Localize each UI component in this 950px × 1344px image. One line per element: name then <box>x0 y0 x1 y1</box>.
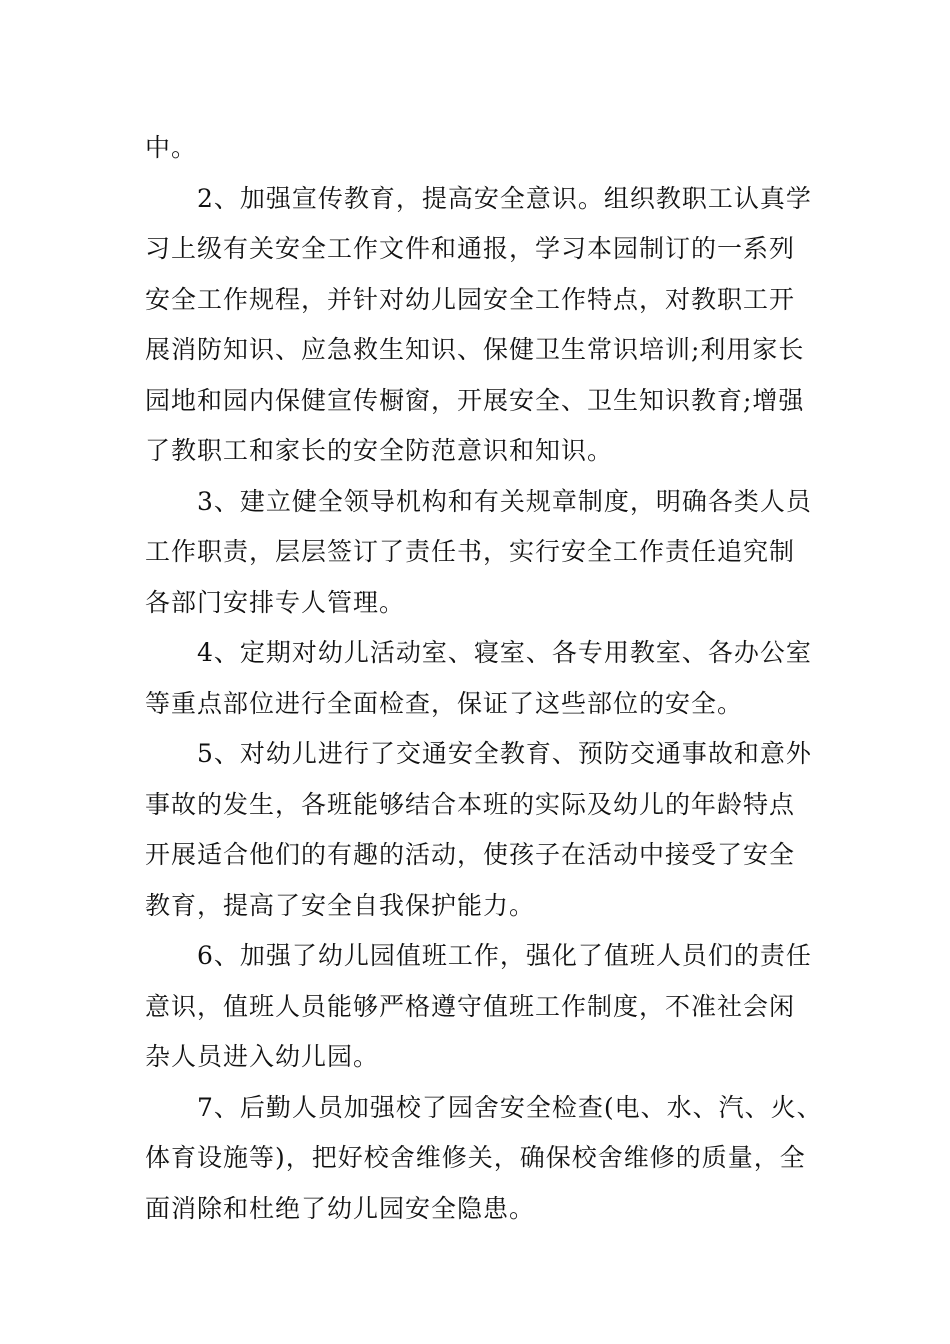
text-line: 开展适合他们的有趣的活动，使孩子在活动中接受了安全 <box>145 840 796 869</box>
text-line: 安全工作规程，并针对幼儿园安全工作特点，对教职工开 <box>145 284 796 314</box>
paragraph-6-start: 6、加强了幼儿园值班工作，强化了值班人员们的责任 <box>197 941 812 970</box>
text-line: 习上级有关安全工作文件和通报，学习本园制订的一系列 <box>145 234 796 263</box>
text-line: 展消防知识、应急救生知识、保健卫生常识培训;利用家长 <box>145 335 805 364</box>
paragraph-2-start: 2、加强宣传教育，提高安全意识。组织教职工认真学 <box>197 183 812 213</box>
text-line: 体育设施等)，把好校舍维修关，确保校舍维修的质量，全 <box>145 1143 806 1172</box>
text-line: 等重点部位进行全面检查，保证了这些部位的安全。 <box>145 688 744 718</box>
text-line: 面消除和杜绝了幼儿园安全隐患。 <box>145 1193 536 1223</box>
text-line: 事故的发生，各班能够结合本班的实际及幼儿的年龄特点 <box>145 789 796 819</box>
paragraph-5-start: 5、对幼儿进行了交通安全教育、预防交通事故和意外 <box>197 739 812 768</box>
document-body <box>145 123 825 1234</box>
text-line: 中。 <box>145 133 198 162</box>
paragraph-4-start: 4、定期对幼儿活动室、寝室、各专用教室、各办公室 <box>197 638 812 667</box>
text-line: 意识，值班人员能够严格遵守值班工作制度，不准社会闲 <box>145 991 796 1021</box>
paragraph-7-start: 7、后勤人员加强校了园舍安全检查(电、水、汽、火、 <box>197 1092 823 1122</box>
text-line: 各部门安排专人管理。 <box>145 587 406 617</box>
paragraph-3-start: 3、建立健全领导机构和有关规章制度，明确各类人员 <box>197 486 812 516</box>
text-line: 杂人员进入幼儿园。 <box>145 1042 380 1071</box>
text-line: 教育，提高了安全自我保护能力。 <box>145 890 536 920</box>
text-line: 园地和园内保健宣传橱窗，开展安全、卫生知识教育;增强 <box>145 385 805 415</box>
text-line: 工作职责，层层签订了责任书，实行安全工作责任追究制 <box>145 537 796 566</box>
text-line: 了教职工和家长的安全防范意识和知识。 <box>145 436 614 465</box>
